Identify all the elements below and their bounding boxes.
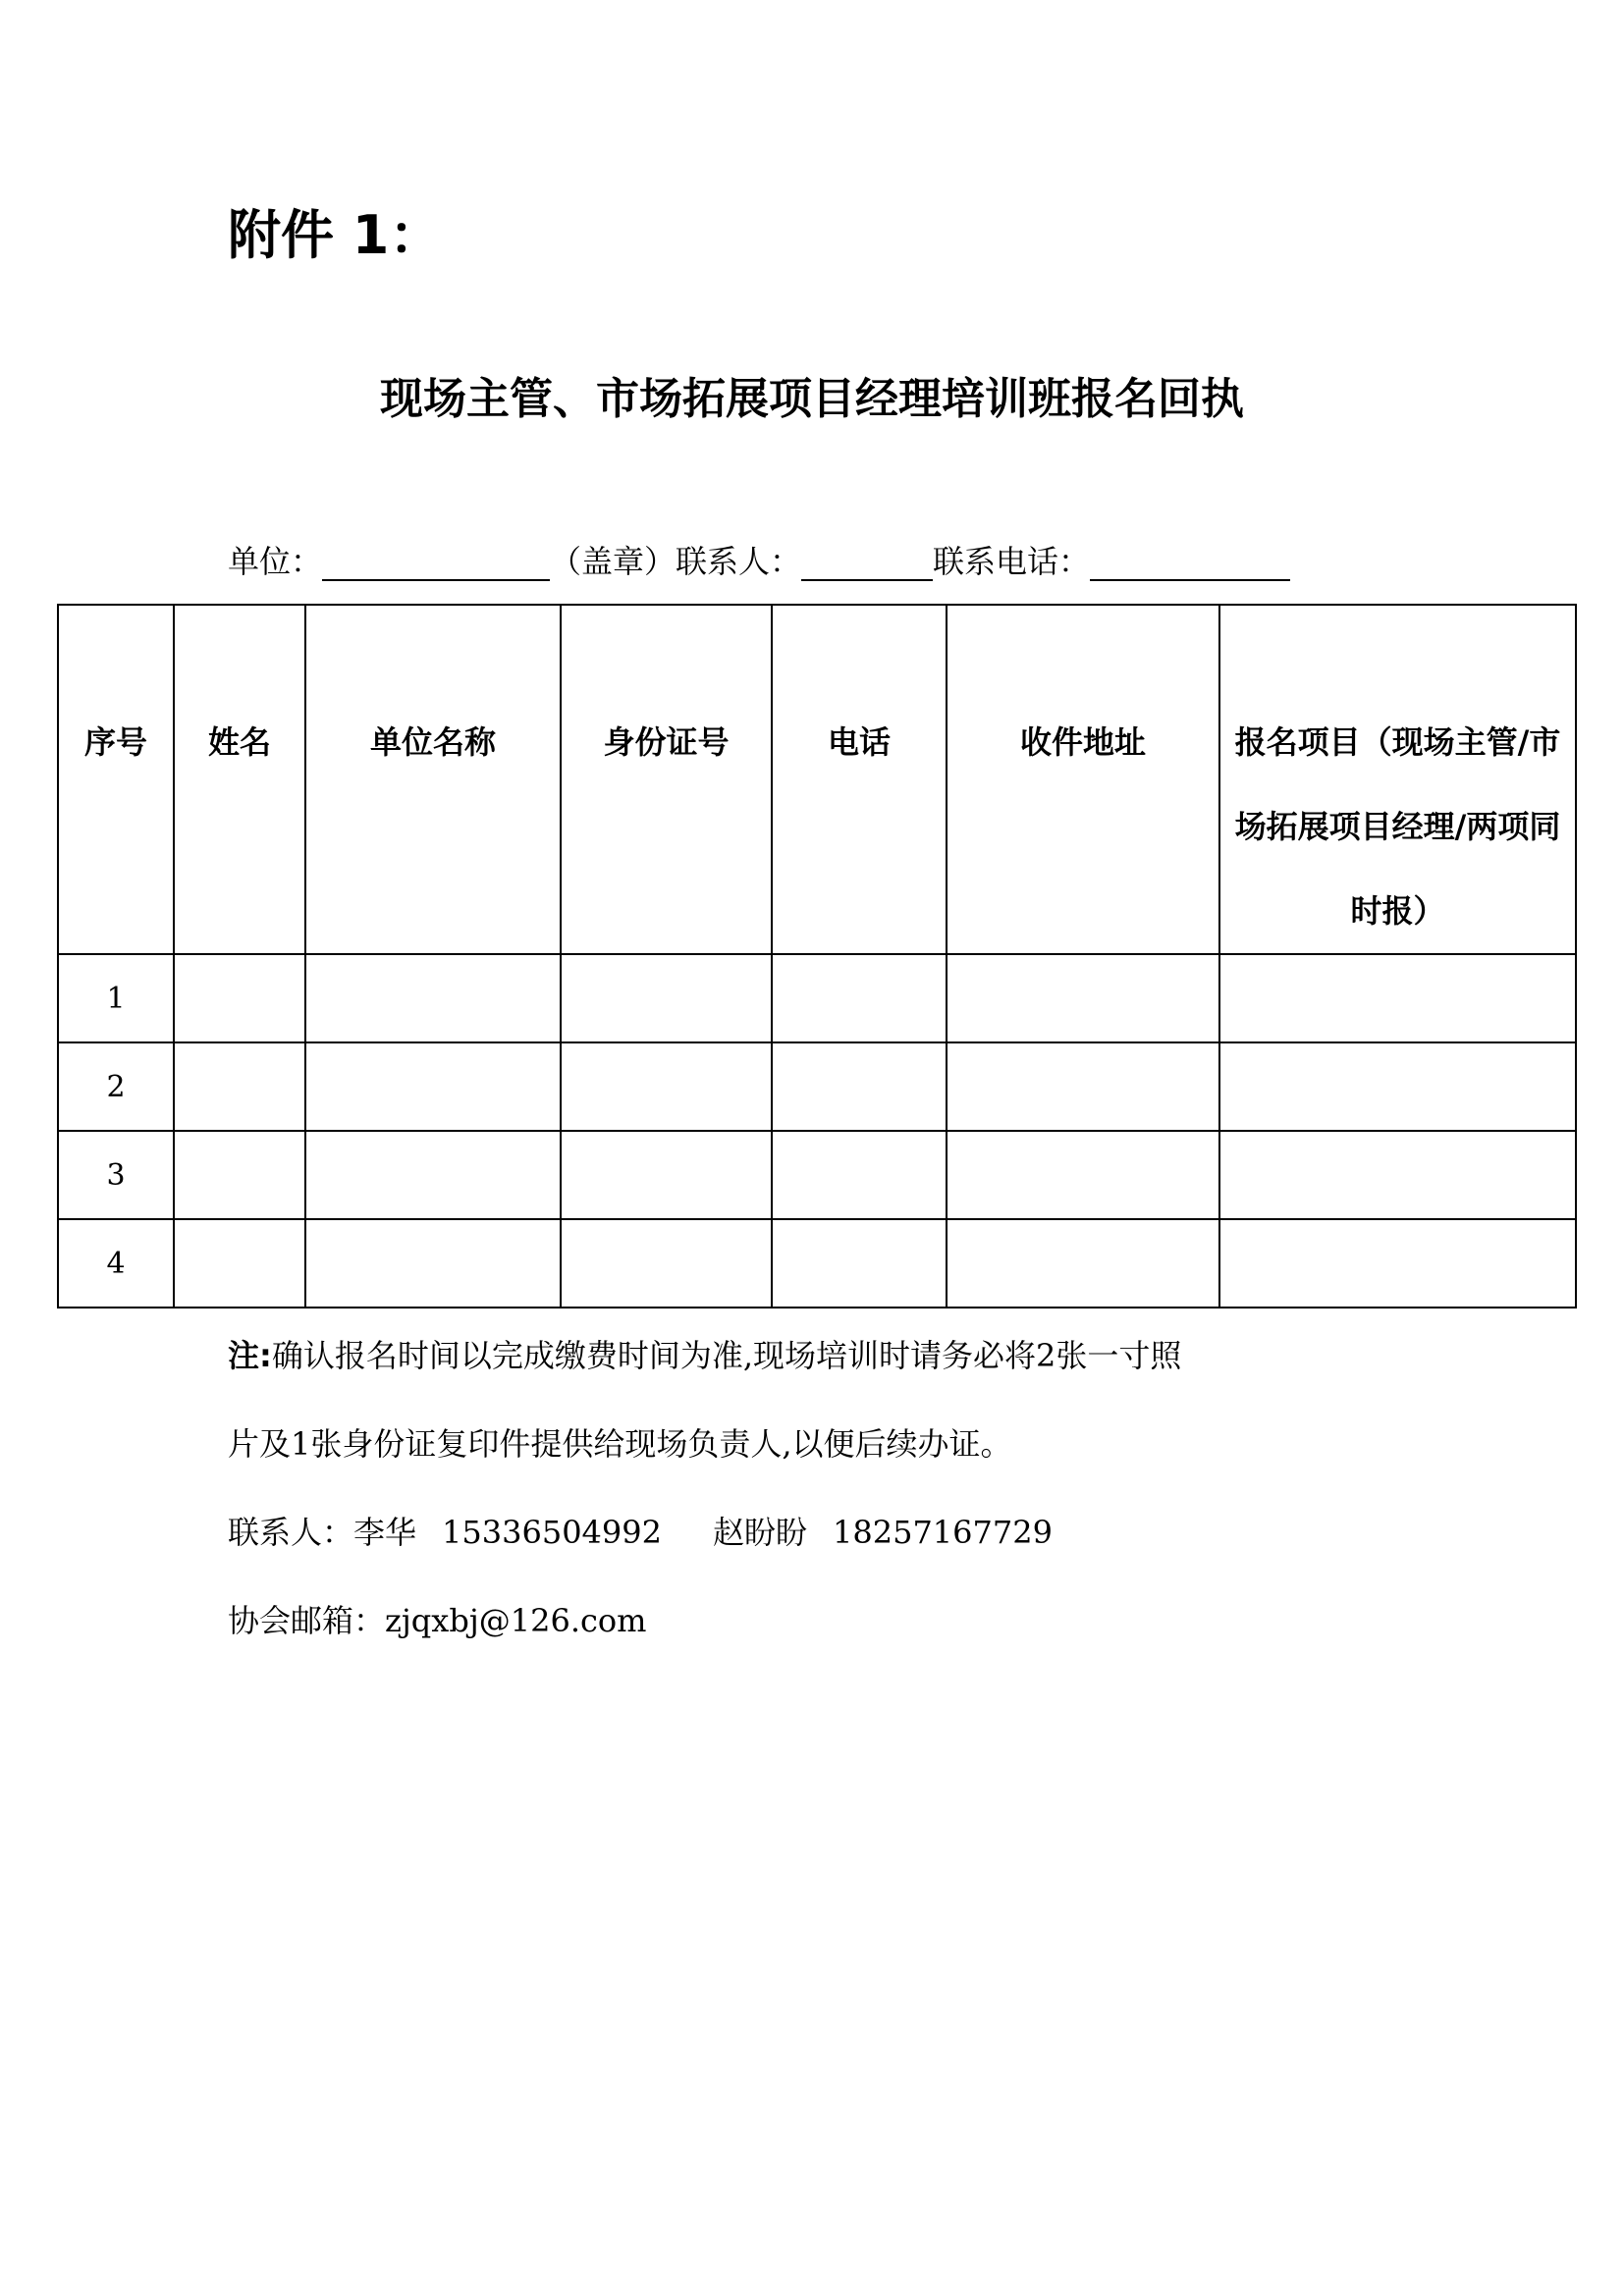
header-phone: 电话 bbox=[772, 605, 947, 954]
cell-project[interactable] bbox=[1219, 1219, 1576, 1308]
row-index: 4 bbox=[58, 1219, 174, 1308]
cell-phone[interactable] bbox=[772, 1219, 947, 1308]
cell-phone[interactable] bbox=[772, 1042, 947, 1131]
header-index: 序号 bbox=[58, 605, 174, 954]
contact2-phone: 18257167729 bbox=[833, 1514, 1053, 1551]
unit-blank[interactable] bbox=[322, 540, 550, 581]
cell-project[interactable] bbox=[1219, 1131, 1576, 1219]
note-text-1: 确认报名时间以完成缴费时间为准,现场培训时请务必将2张一寸照 bbox=[271, 1337, 1182, 1374]
row-index: 2 bbox=[58, 1042, 174, 1131]
phone-blank[interactable] bbox=[1090, 540, 1290, 581]
header-address: 收件地址 bbox=[947, 605, 1219, 954]
row-index: 3 bbox=[58, 1131, 174, 1219]
cell-unit-name[interactable] bbox=[305, 1131, 561, 1219]
email-line bbox=[228, 1576, 1445, 1665]
note-prefix: 注: bbox=[228, 1337, 272, 1374]
cell-id-number[interactable] bbox=[561, 1042, 772, 1131]
note-line-1 bbox=[228, 1311, 1445, 1400]
header-project: 报名项目（现场主管/市场拓展项目经理/两项同时报） bbox=[1219, 605, 1576, 954]
cell-name[interactable] bbox=[174, 1131, 305, 1219]
cell-project[interactable] bbox=[1219, 1042, 1576, 1131]
header-unit-name: 单位名称 bbox=[305, 605, 561, 954]
cell-address[interactable] bbox=[947, 1219, 1219, 1308]
table-row bbox=[58, 1042, 1576, 1131]
contact1-name: 李华 bbox=[353, 1514, 417, 1551]
contact-label: 联系人： bbox=[676, 543, 802, 580]
notes-section bbox=[228, 1311, 1445, 1665]
note-line-2: 片及1张身份证复印件提供给现场负责人,以便后续办证。 bbox=[228, 1425, 1012, 1463]
cell-address[interactable] bbox=[947, 1131, 1219, 1219]
cell-id-number[interactable] bbox=[561, 1219, 772, 1308]
cell-name[interactable] bbox=[174, 1219, 305, 1308]
cell-unit-name[interactable] bbox=[305, 954, 561, 1042]
cell-address[interactable] bbox=[947, 954, 1219, 1042]
cell-id-number[interactable] bbox=[561, 954, 772, 1042]
registration-table bbox=[57, 604, 1577, 1308]
cell-phone[interactable] bbox=[772, 1131, 947, 1219]
table-row bbox=[58, 1219, 1576, 1308]
cell-address[interactable] bbox=[947, 1042, 1219, 1131]
cell-unit-name[interactable] bbox=[305, 1219, 561, 1308]
email-label: 协会邮箱： bbox=[228, 1602, 386, 1639]
contacts-label: 联系人： bbox=[228, 1514, 354, 1551]
contacts-line bbox=[228, 1488, 1445, 1576]
cell-unit-name[interactable] bbox=[305, 1042, 561, 1131]
header-id-number: 身份证号 bbox=[561, 605, 772, 954]
unit-label: 单位： bbox=[228, 543, 323, 580]
contact-blank[interactable] bbox=[801, 540, 933, 581]
cell-phone[interactable] bbox=[772, 954, 947, 1042]
seal-label: （盖章） bbox=[550, 543, 677, 580]
attachment-label: 附件 1： bbox=[228, 204, 443, 266]
cell-project[interactable] bbox=[1219, 954, 1576, 1042]
form-header-line bbox=[228, 536, 1290, 587]
document-title: 现场主管、市场拓展项目经理培训班报名回执 bbox=[380, 374, 1244, 424]
header-name: 姓名 bbox=[174, 605, 305, 954]
contact2-name: 赵盼盼 bbox=[712, 1514, 807, 1551]
phone-label: 联系电话： bbox=[933, 543, 1091, 580]
cell-name[interactable] bbox=[174, 954, 305, 1042]
table-row bbox=[58, 1131, 1576, 1219]
cell-name[interactable] bbox=[174, 1042, 305, 1131]
table-header-row bbox=[58, 605, 1576, 954]
table-row bbox=[58, 954, 1576, 1042]
contact1-phone: 15336504992 bbox=[442, 1514, 662, 1551]
cell-id-number[interactable] bbox=[561, 1131, 772, 1219]
row-index: 1 bbox=[58, 954, 174, 1042]
email-address[interactable]: zjqxbj@126.com bbox=[385, 1602, 647, 1639]
